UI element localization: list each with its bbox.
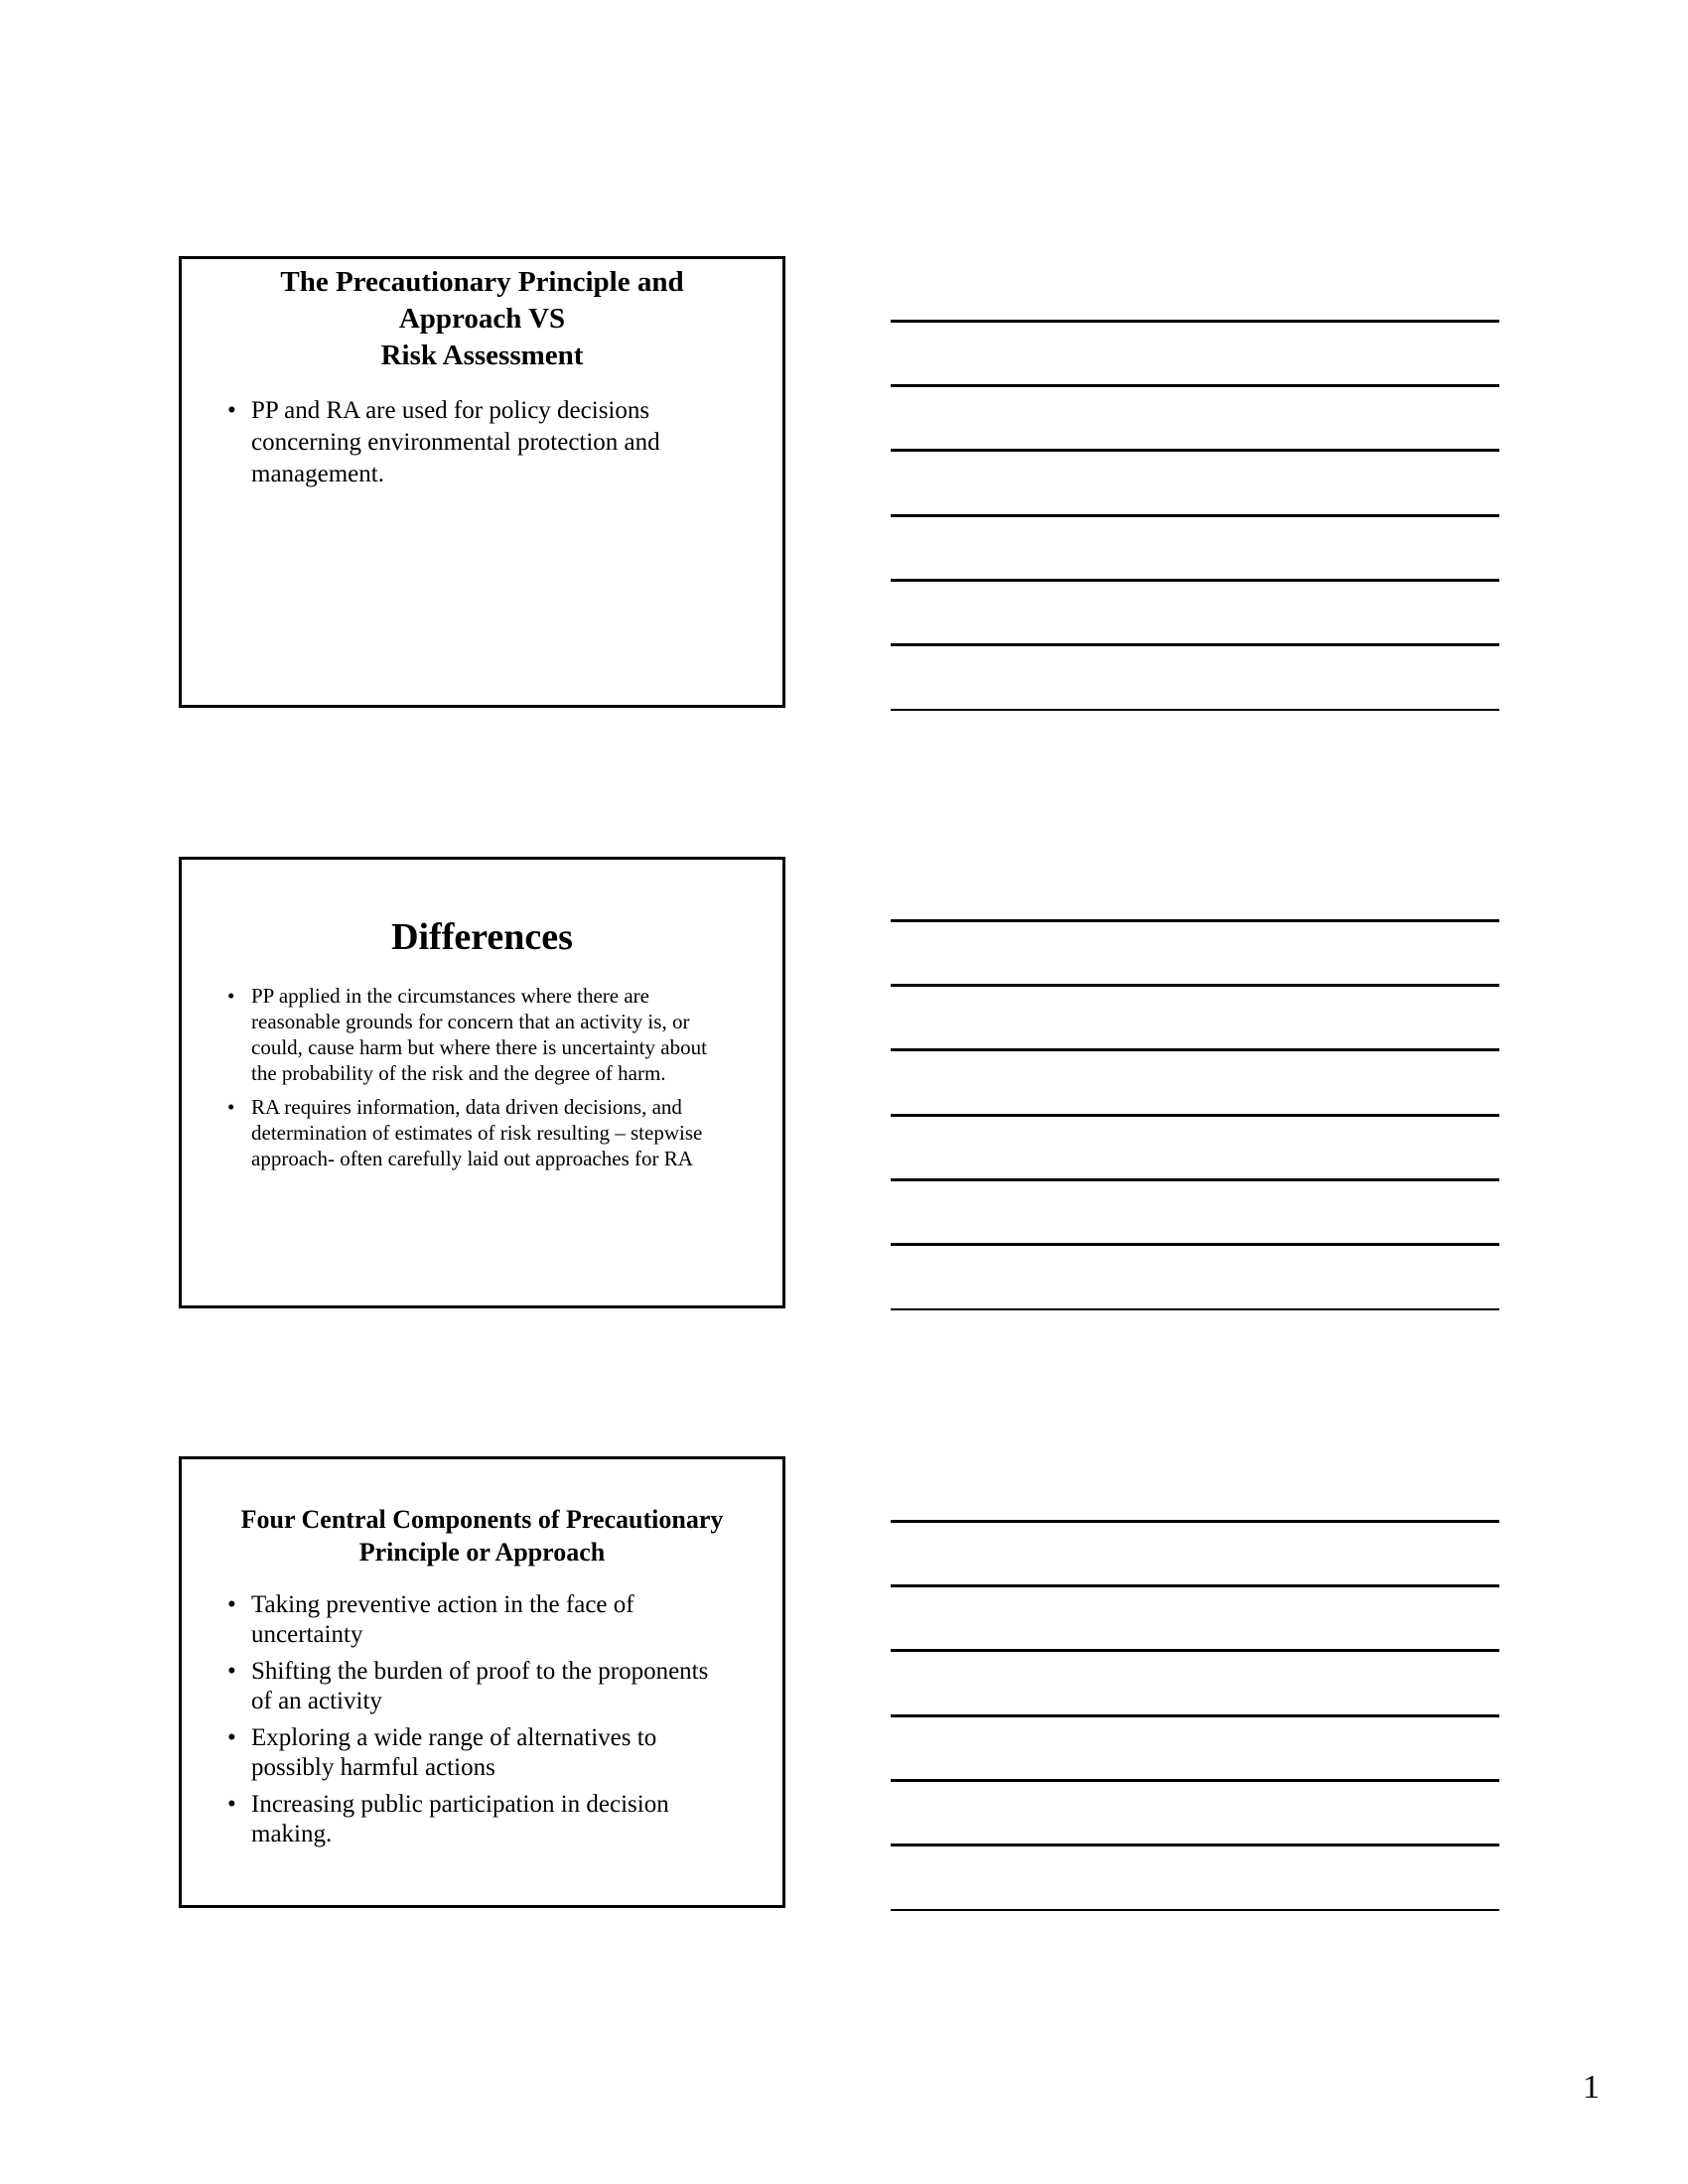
slide-1-title xyxy=(182,259,782,374)
slide-1-bullet-list xyxy=(182,395,782,490)
bullet-item: • Increasing public participation in decision making. xyxy=(251,1790,713,1849)
note-line xyxy=(891,1048,1499,1051)
bullet-item: • Taking preventive action in the face of uncertainty xyxy=(251,1590,713,1650)
slide-3-frame xyxy=(179,1456,785,1908)
slide-1-title-line: Approach VS xyxy=(398,303,566,335)
note-line xyxy=(891,643,1499,646)
note-line xyxy=(891,514,1499,517)
bullet-item: • RA requires information, data driven decisions, and determination of estimates of risk resulting – stepwise approach- often carefully laid out approaches for RA xyxy=(251,1094,723,1171)
note-line xyxy=(891,1243,1499,1246)
note-line xyxy=(891,1779,1499,1782)
bullet-item: • Exploring a wide range of alternatives to possibly harmful actions xyxy=(251,1723,713,1783)
slide-3-title xyxy=(182,1459,782,1569)
slide-3-title-line: Principle or Approach xyxy=(358,1538,606,1567)
note-line xyxy=(891,919,1499,922)
bullet-item: • PP applied in the circumstances where there are reasonable grounds for concern that an activity is, or could, cause harm but where there is uncertainty about the probability of the risk and the degree of harm. xyxy=(251,983,723,1086)
slide-2-title: Differences xyxy=(391,916,573,958)
note-line xyxy=(891,1114,1499,1117)
note-line xyxy=(891,1843,1499,1846)
slide-2-bullet-list xyxy=(182,983,782,1171)
page-number: 1 xyxy=(1583,2069,1600,2106)
note-line xyxy=(891,709,1499,711)
note-line xyxy=(891,384,1499,387)
note-line xyxy=(891,1178,1499,1181)
note-line xyxy=(891,1909,1499,1911)
slide-1-title-line: Risk Assessment xyxy=(380,340,584,371)
slide-3-bullet-list xyxy=(182,1590,782,1849)
bullet-item: • PP and RA are used for policy decisions concerning environmental protection and management. xyxy=(251,395,713,490)
note-line xyxy=(891,449,1499,452)
bullet-item: • Shifting the burden of proof to the proponents of an activity xyxy=(251,1657,713,1716)
slide-2-frame xyxy=(179,857,785,1308)
note-line xyxy=(891,579,1499,582)
slide-3-title-line: Four Central Components of Precautionary xyxy=(240,1505,724,1534)
note-line xyxy=(891,984,1499,987)
note-line xyxy=(891,1520,1499,1523)
note-line xyxy=(891,1584,1499,1587)
note-line xyxy=(891,1649,1499,1652)
slide-1-title-line: The Precautionary Principle and xyxy=(280,266,684,298)
slide-1-frame xyxy=(179,256,785,708)
note-line xyxy=(891,1714,1499,1717)
note-line xyxy=(891,1308,1499,1310)
note-line xyxy=(891,320,1499,323)
